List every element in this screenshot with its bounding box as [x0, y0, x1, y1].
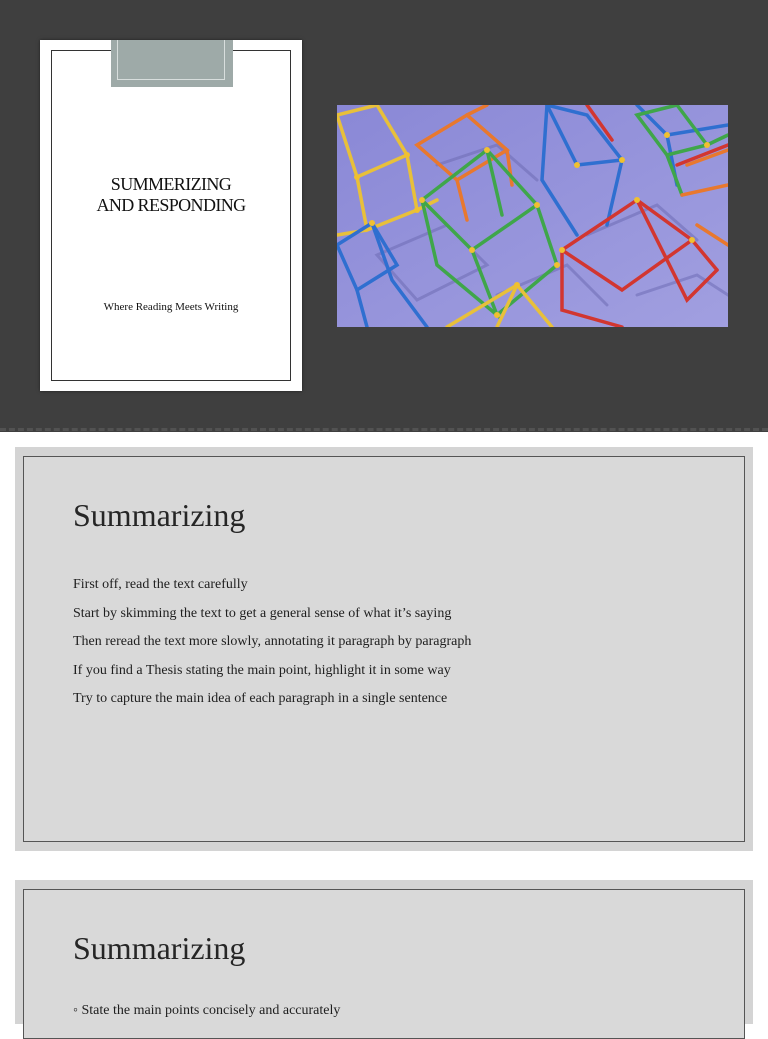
slide-title-line2: AND RESPONDING: [96, 195, 246, 215]
slide-summarizing-1: [15, 447, 753, 851]
slide-heading: Summarizing: [73, 497, 246, 533]
slide-subtitle: Where Reading Meets Writing: [103, 301, 239, 313]
title-card: [40, 40, 302, 391]
wireframe-cubes-image: [337, 105, 728, 327]
slide-heading: Summarizing: [73, 930, 246, 966]
slide-title-line1: SUMMERIZING: [110, 174, 232, 194]
list-item: [73, 1003, 340, 1019]
slide-divider: [0, 428, 768, 431]
summary-steps-list: [73, 571, 471, 714]
slide-summarizing-2: [15, 880, 753, 1024]
list-item: First off, read the text carefully: [73, 577, 248, 592]
slide-panel: [23, 456, 745, 842]
title-slide: [0, 0, 768, 432]
slide-title: [40, 174, 302, 216]
slide-panel: [23, 889, 745, 1039]
list-item: Try to capture the main idea of each paragraph in a single sentence: [73, 691, 448, 706]
title-tab-inner: [117, 40, 225, 80]
bullet-text: State the main points concisely and accurately: [81, 1003, 341, 1018]
list-item: Start by skimming the text to get a general sense of what it’s saying: [73, 605, 452, 621]
title-tab: [111, 40, 233, 87]
list-item: Then reread the text more slowly, annotating it paragraph by paragraph: [73, 634, 472, 649]
list-item: If you find a Thesis stating the main point, highlight it in some way: [73, 662, 451, 678]
bullet-marker: ◦: [73, 1003, 78, 1018]
